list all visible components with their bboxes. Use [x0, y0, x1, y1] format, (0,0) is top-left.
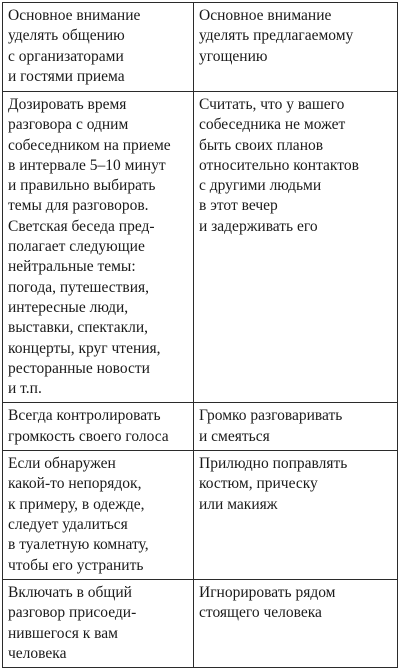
etiquette-table-page [2, 2, 397, 668]
etiquette-table [2, 2, 398, 668]
table-cell-do [3, 92, 194, 403]
table-row [3, 451, 398, 580]
table-cell-dont [194, 580, 398, 668]
table-cell-do [3, 580, 194, 668]
table-row [3, 580, 398, 668]
table-row [3, 3, 398, 92]
table-cell-do [3, 451, 194, 580]
table-cell-dont [194, 92, 398, 403]
cell-text: Считать, что у вашего собеседника не может быть своих планов относительно контактов с другими людьми в этот вечер и задерживать его [199, 96, 359, 235]
cell-text: Всегда контролировать громкость своего голоса [8, 407, 169, 445]
cell-text: Прилюдно поправлять костюм, прическу или макияж [199, 455, 348, 513]
table-cell-dont [194, 451, 398, 580]
cell-text: Дозировать время разговора с одним собеседником на приеме в интервале 5–10 минут и правильно выбирать темы для разговоров. Светская беседа пред- полагает следующие нейтральные темы: погода, путешествия, интересные люди, выставки, спектакли, концерты, круг чтения, ресторанные новости и т.п. [8, 96, 171, 398]
table-cell-do [3, 403, 194, 451]
table-cell-do [3, 3, 194, 92]
cell-text: Включать в общий разговор присоеди- нившегося к вам человека [8, 584, 137, 662]
cell-text: Если обнаружен какой-то непорядок, к примеру, в одежде, следует удалиться в туалетную комнату, чтобы его устранить [8, 455, 149, 574]
cell-text: Основное внимание уделять предлагаемому угощению [199, 7, 354, 65]
cell-text: Игнорировать рядом стоящего человека [199, 584, 336, 622]
table-cell-dont [194, 3, 398, 92]
table-cell-dont [194, 403, 398, 451]
cell-text: Основное внимание уделять общению с организаторами и гостями приема [8, 7, 141, 85]
cell-text: Громко разговаривать и смеяться [199, 407, 343, 445]
table-row [3, 92, 398, 403]
table-row [3, 403, 398, 451]
